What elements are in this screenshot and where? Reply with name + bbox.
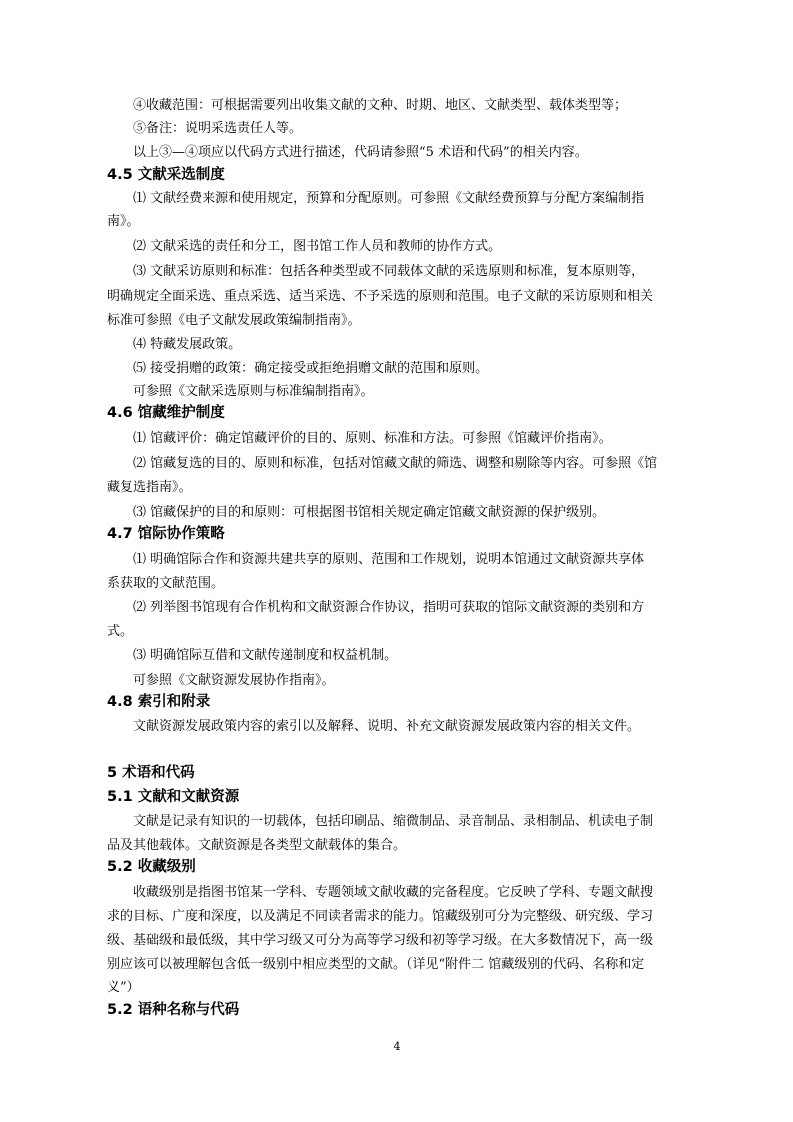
text-line: 式。 xyxy=(107,624,134,639)
text-line: ⑴ 馆藏评价：确定馆藏评价的目的、原则、标准和方法。可参照《馆藏评价指南》。 xyxy=(133,431,612,446)
text-line: 藏复选指南》。 xyxy=(107,480,192,495)
text-line: 以上③—④项应以代码方式进行描述，代码请参照“5 术语和代码”的相关内容。 xyxy=(133,145,588,160)
section-heading: 4.7 馆际协作策略 xyxy=(107,526,225,542)
text-line: 可参照《文献资源发展协作指南》。 xyxy=(133,673,335,688)
text-line: 可参照《文献采选原则与标准编制指南》。 xyxy=(133,384,374,399)
section-heading: 4.5 文献采选制度 xyxy=(107,167,225,183)
section-heading: 5.2 语种名称与代码 xyxy=(107,1002,240,1018)
text-line: ④收藏范围：可根据需要列出收集文献的文种、时期、地区、文献类型、载体类型等； xyxy=(133,98,628,113)
text-line: 品及其他载体。文献资源是各类型文献载体的集合。 xyxy=(107,838,407,853)
text-line: ⑵ 文献采选的责任和分工，图书馆工作人员和教师的协作方式。 xyxy=(133,239,502,254)
text-line: 义”） xyxy=(107,980,140,995)
text-line: 别应该可以被理解包含低一级别中相应类型的文献。（详见“附件二 馆藏级别的代码、名称和定 xyxy=(107,957,645,972)
text-line: 求的目标、广度和深度，以及满足不同读者需求的能力。馆藏级别可分为完整级、研究级、学习 xyxy=(107,909,654,924)
text-line: 文献资源发展政策内容的索引以及解释、说明、补充文献资源发展政策内容的相关文件。 xyxy=(133,719,641,734)
text-line: 文献是记录有知识的一切载体，包括印刷品、缩微制品、录音制品、录相制品、机读电子制 xyxy=(133,814,654,829)
text-line: 收藏级别是指图书馆某一学科、专题领域文献收藏的完备程度。它反映了学科、专题文献搜 xyxy=(133,885,654,900)
chapter-heading: 5 术语和代码 xyxy=(107,765,195,781)
section-heading: 5.1 文献和文献资源 xyxy=(107,789,240,805)
text-line: ⑴ 文献经费来源和使用规定，预算和分配原则。可参照《文献经费预算与分配方案编制指 xyxy=(133,191,645,206)
text-line: ⑵ 列举图书馆现有合作机构和文献资源合作协议，指明可获取的馆际文献资源的类别和方 xyxy=(133,600,645,615)
section-heading: 5.2 收藏级别 xyxy=(107,859,196,875)
text-line: ⑸ 接受捐赠的政策：确定接受或拒绝捐赠文献的范围和原则。 xyxy=(133,361,489,376)
text-line: ⑴ 明确馆际合作和资源共建共享的原则、范围和工作规划，说明本馆通过文献资源共享体 xyxy=(133,552,645,567)
text-line: 南》。 xyxy=(107,214,140,229)
text-line: ⑶ 文献采访原则和标准：包括各种类型或不同载体文献的采选原则和标准，复本原则等， xyxy=(133,264,645,279)
page-number: 4 xyxy=(393,1040,401,1053)
text-line: 标准可参照《电子文献发展政策编制指南》。 xyxy=(107,313,361,328)
text-line: ⑶ 明确馆际互借和文献传递制度和权益机制。 xyxy=(133,648,398,663)
text-line: 级、基础级和最低级，其中学习级又可分为高等学习级和初等学习级。在大多数情况下，高一级 xyxy=(107,933,654,948)
text-line: ⑷ 特藏发展政策。 xyxy=(133,337,242,352)
section-heading: 4.6 馆藏维护制度 xyxy=(107,405,225,421)
section-heading: 4.8 索引和附录 xyxy=(107,694,211,710)
text-line: 系获取的文献范围。 xyxy=(107,576,225,591)
text-line: ⑵ 馆藏复选的目的、原则和标准，包括对馆藏文献的筛选、调整和剔除等内容。可参照《馆 xyxy=(133,456,658,471)
text-line: 明确规定全面采选、重点采选、适当采选、不予采选的原则和范围。电子文献的采访原则和相关 xyxy=(107,289,654,304)
text-line: ⑤备注：说明采选责任人等。 xyxy=(133,121,303,136)
text-line: ⑶ 馆藏保护的目的和原则：可根据图书馆相关规定确定馆藏文献资源的保护级别。 xyxy=(133,505,606,520)
